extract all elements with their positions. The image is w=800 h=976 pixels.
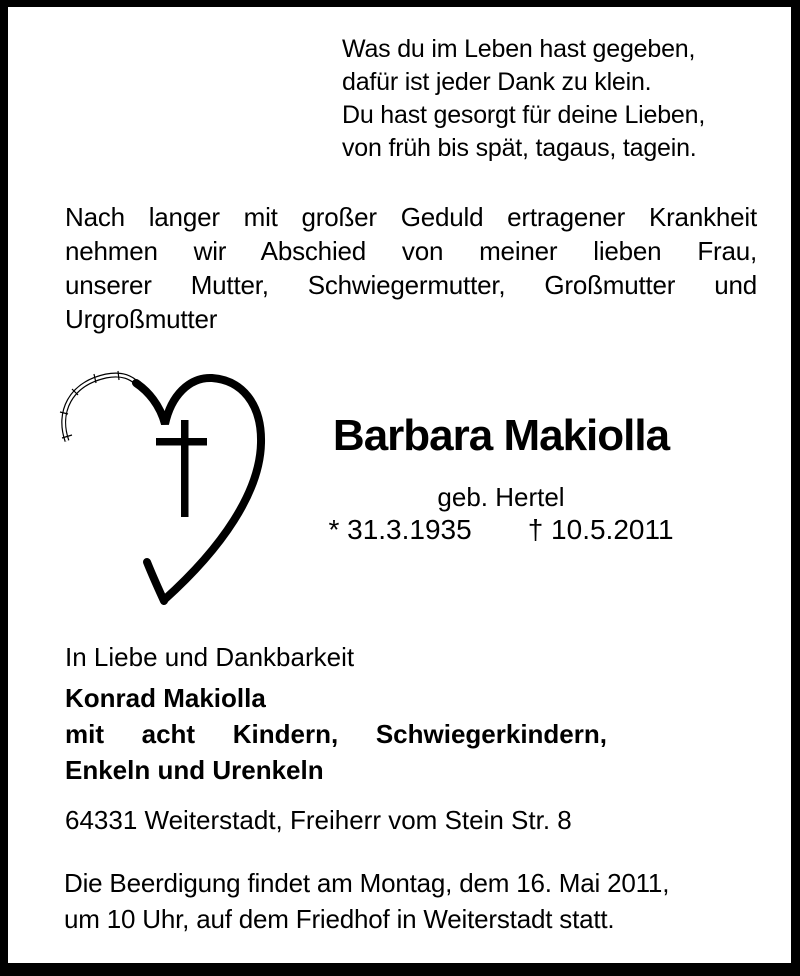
funeral-info <box>64 865 669 937</box>
funeral-info-line: Die Beerdigung findet am Montag, dem 16. Mai 2011, <box>64 868 670 898</box>
announcement-line: nehmen wir Abschied von meiner lieben Frau, <box>65 236 757 266</box>
mourner-name: Konrad Makiolla <box>65 683 266 713</box>
deceased-name: Barbara Makiolla <box>332 411 670 460</box>
mourner-family-line: mit acht Kindern, Schwiegerkindern, <box>65 719 607 749</box>
obituary-sheet <box>8 7 791 963</box>
verse-line: dafür ist jeder Dank zu klein. <box>342 68 652 96</box>
announcement-line: unserer Mutter, Schwiegermutter, Großmutter und <box>65 270 757 300</box>
cross-icon <box>181 420 189 517</box>
announcement-line: Nach langer mit großer Geduld ertragener Krankheit <box>65 202 757 232</box>
mourning-intro: In Liebe und Dankbarkeit <box>65 642 355 672</box>
announcement-text <box>65 200 757 336</box>
deceased-birth-name: geb. Hertel <box>437 482 565 512</box>
heart-with-cross-icon <box>50 350 300 630</box>
mourner-family-line: Enkeln und Urenkeln <box>65 755 324 785</box>
funeral-info-line: um 10 Uhr, auf dem Friedhof in Weiterstadt statt. <box>64 904 615 934</box>
announcement-line: Urgroßmutter <box>65 304 218 334</box>
address-line: 64331 Weiterstadt, Freiherr vom Stein Str. 8 <box>65 805 572 835</box>
memorial-verse <box>342 33 705 165</box>
verse-line: von früh bis spät, tagaus, tagein. <box>342 134 697 162</box>
verse-line: Du hast gesorgt für deine Lieben, <box>342 101 706 129</box>
birth-date: * 31.3.1935 <box>328 514 472 545</box>
death-date: † 10.5.2011 <box>527 514 674 545</box>
verse-line: Was du im Leben hast gegeben, <box>342 35 696 63</box>
life-dates <box>301 513 701 547</box>
